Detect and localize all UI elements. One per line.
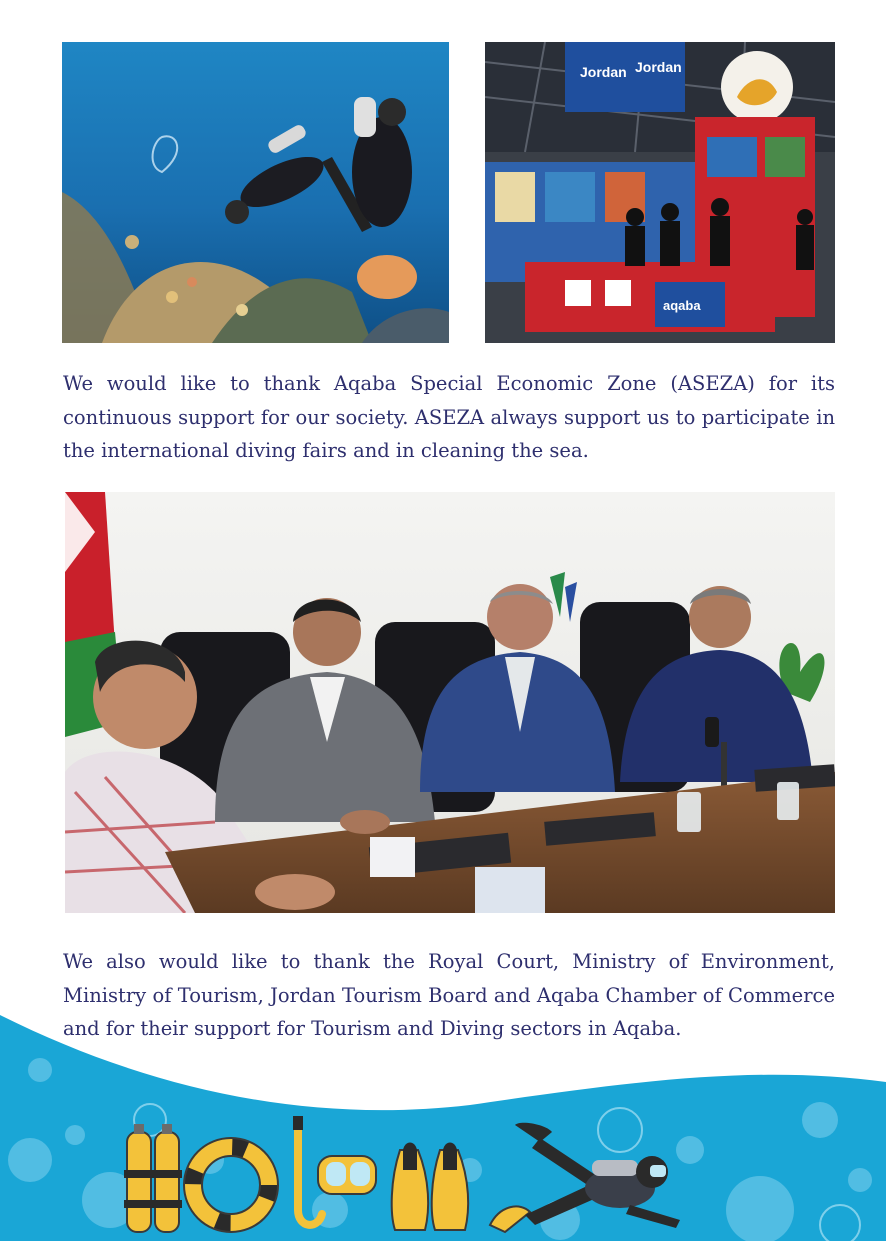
oxygen-tanks-icon bbox=[124, 1124, 182, 1232]
photo-divers bbox=[62, 42, 449, 343]
booth-sign-jordan: Jordan bbox=[580, 64, 627, 80]
footer-icons bbox=[0, 1110, 886, 1241]
booth-sign-jordan-2: Jordan bbox=[635, 59, 682, 75]
paragraph-thanks-others: We also would like to thank the Royal Court, Ministry of Environment, Ministry of Tourism, Jordan Tourism Board and Aqaba Chamber of Commerce and for their support for Tourism and Diving sectors in Aqaba. bbox=[63, 950, 835, 1040]
scuba-diver-icon bbox=[490, 1123, 680, 1232]
paragraph-thanks-aseza: We would like to thank Aqaba Special Economic Zone (ASEZA) for its continuous support for our society. ASEZA always support us to participate in the international diving fairs and in cleaning the sea. bbox=[63, 372, 835, 462]
booth-sign-aqaba: aqaba bbox=[663, 298, 701, 313]
photo-booth bbox=[485, 42, 835, 343]
fins-icon bbox=[392, 1143, 468, 1231]
photo-meeting bbox=[65, 492, 835, 913]
life-ring-icon bbox=[184, 1138, 278, 1232]
diving-mask-icon bbox=[318, 1156, 376, 1194]
